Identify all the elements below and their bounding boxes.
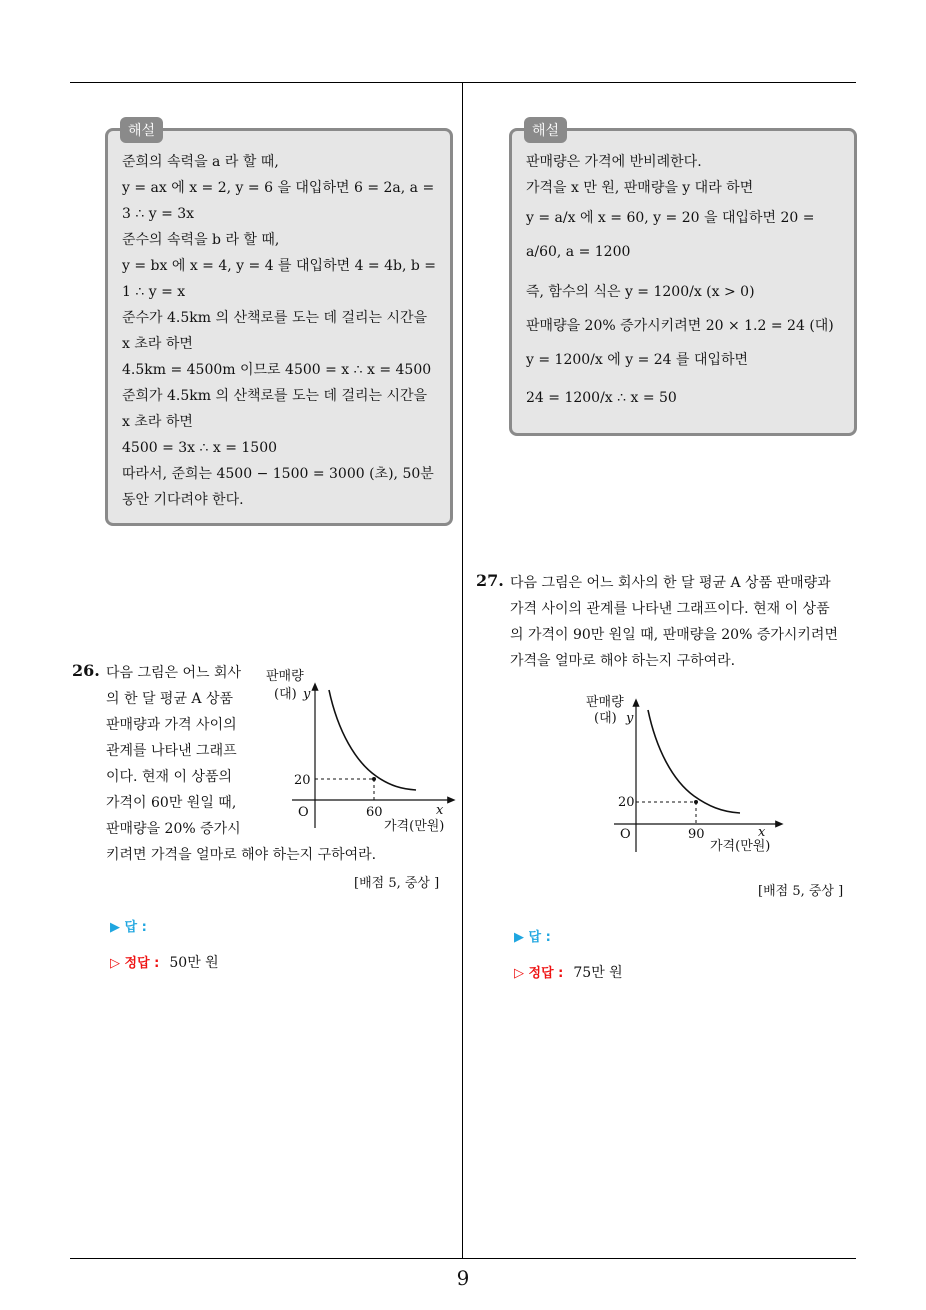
solution-line: 준희가 4.5km 의 산책로를 도는 데 걸리는 시간을 — [122, 388, 428, 404]
solution-line: 판매량을 20% 증가시키려면 20 × 1.2 = 24 (대) — [526, 318, 834, 334]
solution-line: 준희의 속력을 a 라 할 때, — [122, 154, 279, 170]
bottom-rule — [70, 1258, 856, 1259]
question-line: 가격이 60만 원일 때, — [106, 795, 237, 811]
page-number: 9 — [456, 1266, 470, 1290]
question-line: 가격 사이의 관계를 나타낸 그래프이다. 현재 이 상품 — [510, 601, 830, 617]
solution-line: y = 1200/x 에 y = 24 를 대입하면 — [526, 352, 749, 368]
solution-line: a/60, a = 1200 — [526, 244, 631, 260]
solution-line: 즉, 함수의 식은 y = 1200/x (x > 0) — [526, 284, 755, 300]
solution-line: 판매량은 가격에 반비례한다. — [526, 154, 702, 170]
y-unit: (대) — [274, 687, 297, 702]
top-rule — [70, 82, 856, 83]
solution-line: 4500 = 3x ∴ x = 1500 — [122, 440, 278, 456]
solution-box-right — [509, 123, 857, 436]
solution-line: 준수의 속력을 b 라 할 때, — [122, 232, 280, 248]
solution-line: 가격을 x 만 원, 판매량을 y 대라 하면 — [526, 180, 754, 196]
origin: O — [620, 827, 631, 842]
y-tick: 20 — [294, 773, 311, 788]
y-tick: 20 — [618, 795, 635, 810]
curve — [329, 690, 416, 790]
correct-answer — [110, 952, 219, 972]
question-line: 판매량과 가격 사이의 — [106, 717, 237, 733]
graph-26 — [258, 662, 458, 842]
solution-line: x 초라 하면 — [122, 414, 193, 430]
point — [372, 777, 376, 781]
solution-line: 24 = 1200/x ∴ x = 50 — [526, 390, 677, 406]
y-unit: (대) — [594, 711, 617, 726]
question-line: 의 한 달 평균 A 상품 — [106, 691, 234, 707]
y-var: y — [626, 711, 634, 726]
y-label: 판매량 — [266, 669, 304, 684]
solution-line: 4.5km = 4500m 이므로 4500 = x ∴ x = 4500 — [122, 362, 432, 378]
column-divider — [462, 82, 463, 1258]
y-label: 판매량 — [586, 695, 624, 710]
graph-27 — [584, 688, 794, 858]
question-number: 26. — [72, 661, 100, 680]
x-tick: 60 — [366, 805, 383, 820]
solution-line: y = ax 에 x = 2, y = 6 을 대입하면 6 = 2a, a = — [122, 180, 435, 196]
solution-line: 준수가 4.5km 의 산책로를 도는 데 걸리는 시간을 — [122, 310, 428, 326]
correct-label: ▷ 정답 : — [110, 956, 160, 971]
question-line: 다음 그림은 어느 회사의 한 달 평균 A 상품 판매량과 — [510, 575, 831, 591]
x-var: x — [758, 825, 766, 840]
score-note: [배점 5, 중상 ] — [354, 876, 440, 891]
solution-line: 동안 기다려야 한다. — [122, 492, 244, 508]
solution-line: x 초라 하면 — [122, 336, 193, 352]
solution-line: y = bx 에 x = 4, y = 4 를 대입하면 4 = 4b, b = — [122, 258, 437, 274]
question-number: 27. — [476, 571, 504, 590]
y-var: y — [303, 687, 311, 702]
solution-line: 따라서, 준희는 4500 − 1500 = 3000 (초), 50분 — [122, 466, 434, 482]
solution-tag: 해설 — [120, 117, 163, 143]
x-var: x — [436, 803, 444, 818]
question-line: 다음 그림은 어느 회사 — [106, 665, 242, 681]
solution-line: y = a/x 에 x = 60, y = 20 을 대입하면 20 = — [526, 210, 815, 226]
question-line: 판매량을 20% 증가시 — [106, 821, 241, 837]
correct-label: ▷ 정답 : — [514, 966, 564, 981]
solution-box-left — [105, 123, 453, 526]
origin: O — [298, 805, 309, 820]
question-line: 가격을 얼마로 해야 하는지 구하여라. — [510, 653, 736, 669]
curve — [648, 710, 740, 813]
solution-line: 1 ∴ y = x — [122, 284, 186, 300]
answer-label: ▶ 답 : — [514, 930, 551, 945]
x-label: 가격(만원) — [384, 819, 445, 834]
correct-value: 75만 원 — [573, 965, 623, 981]
x-tick: 90 — [688, 827, 705, 842]
question-line: 키려면 가격을 얼마로 해야 하는지 구하여라. — [106, 847, 377, 863]
x-label: 가격(만원) — [710, 839, 771, 854]
question-line: 의 가격이 90만 원일 때, 판매량을 20% 증가시키려면 — [510, 627, 838, 643]
solution-line: 3 ∴ y = 3x — [122, 206, 195, 222]
correct-answer — [514, 962, 623, 982]
solution-tag: 해설 — [524, 117, 567, 143]
point — [694, 800, 698, 804]
correct-value: 50만 원 — [169, 955, 219, 971]
answer-label: ▶ 답 : — [110, 920, 147, 935]
question-line: 관계를 나타낸 그래프 — [106, 743, 237, 759]
score-note: [배점 5, 중상 ] — [758, 884, 844, 899]
question-line: 이다. 현재 이 상품의 — [106, 769, 232, 785]
